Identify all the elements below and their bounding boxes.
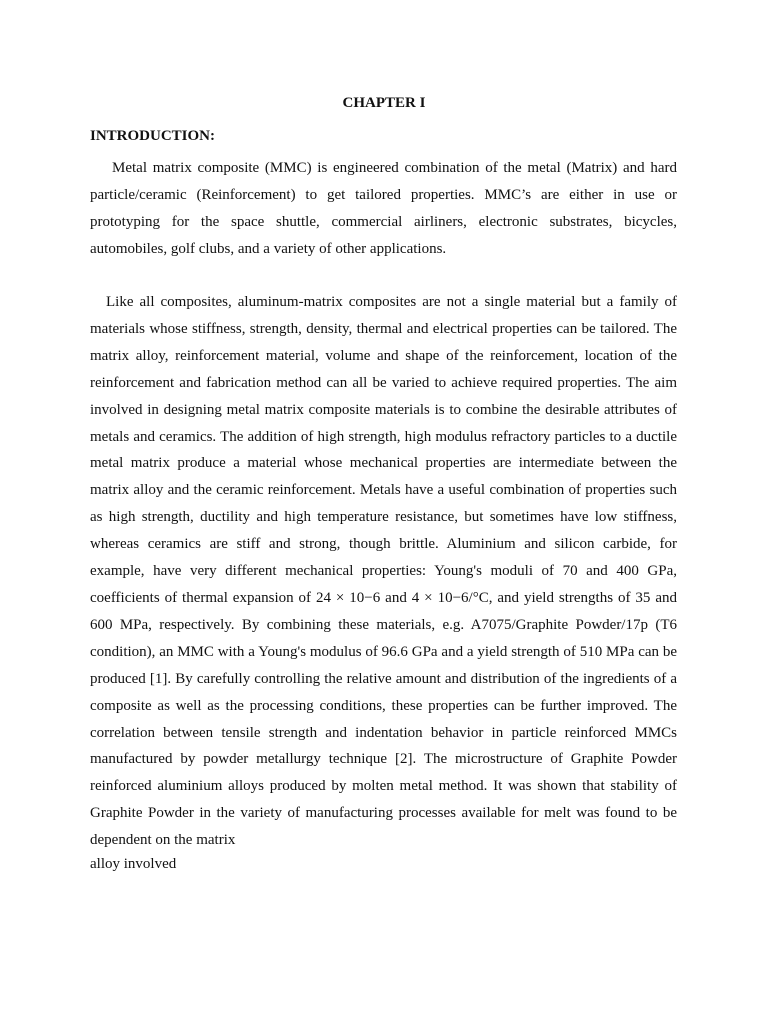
chapter-title: CHAPTER I (342, 95, 426, 111)
trailing-line: alloy involved (90, 856, 177, 872)
paragraph-intro: Metal matrix composite (MMC) is engineered combination of the metal (Matrix) and hard particle/ceramic (Reinforcement) to get tailored properties. MMC’s are either in use or prototyping for the space shuttle, commercial airliners, electronic substrates, bicycles, automobiles, golf clubs, and a variety of other applications. (90, 160, 677, 257)
paragraph-aluminum-composites: Like all composites, aluminum-matrix composites are not a single material but a family of materials whose stiffness, strength, density, thermal and electrical properties can be tailored. The matrix alloy, reinforcement material, volume and shape of the reinforcement, location of the reinforcement and fabrication method can all be varied to achieve required properties. The aim involved in designing metal matrix composite materials is to combine the desirable attributes of metals and ceramics. The addition of high strength, high modulus refractory particles to a ductile metal matrix produce a material whose mechanical properties are intermediate between the matrix alloy and the ceramic reinforcement. Metals have a useful combination of properties such as high strength, ductility and high temperature resistance, but sometimes have low stiffness, whereas ceramics are stiff and strong, though brittle. Aluminium and silicon carbide, for example, have very different mechanical properties: Young's moduli of 70 and 400 GPa, coefficients of thermal expansion of 24 × 10−6 and 4 × 10−6/°C, and yield strengths of 35 and 600 MPa, respectively. By combining these materials, e.g. A7075/Graphite Powder/17p (T6 condition), an MMC with a Young's modulus of 96.6 GPa and a yield strength of 510 MPa can be produced [1]. By carefully controlling the relative amount and distribution of the ingredients of a composite as well as the processing conditions, these properties can be further improved. The correlation between tensile strength and indentation behavior in particle reinforced MMCs manufactured by powder metallurgy technique [2]. The microstructure of Graphite Powder reinforced aluminium alloys produced by molten metal method. It was shown that stability of Graphite Powder in the variety of manufacturing processes available for melt was found to be dependent on the matrix (90, 294, 677, 849)
section-heading: INTRODUCTION: (90, 128, 216, 144)
